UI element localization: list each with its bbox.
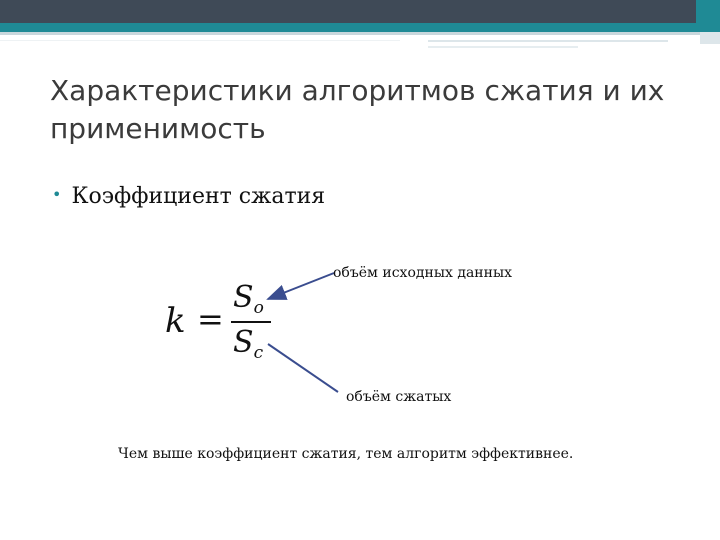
formula-lhs: k xyxy=(165,301,186,341)
arrow-to-numerator xyxy=(268,273,334,299)
label-source-volume: объём исходных данных xyxy=(333,265,512,281)
numerator-symbol: S xyxy=(233,280,254,315)
bullet-dot-icon: • xyxy=(52,185,62,204)
label-compressed-volume: объём сжатых xyxy=(346,389,452,405)
numerator-subscript: o xyxy=(253,298,264,318)
arrow-from-denominator xyxy=(268,344,338,392)
slide-title: Характеристики алгоритмов сжатия и их применимость xyxy=(50,74,665,145)
conclusion-text: Чем выше коэффициент сжатия, тем алгоритм эффективнее. xyxy=(118,446,574,462)
denominator-symbol: S xyxy=(233,325,254,360)
denominator-subscript: c xyxy=(253,343,264,363)
bullet-text: Коэффициент сжатия xyxy=(71,184,326,209)
formula-equals: = xyxy=(197,300,224,338)
